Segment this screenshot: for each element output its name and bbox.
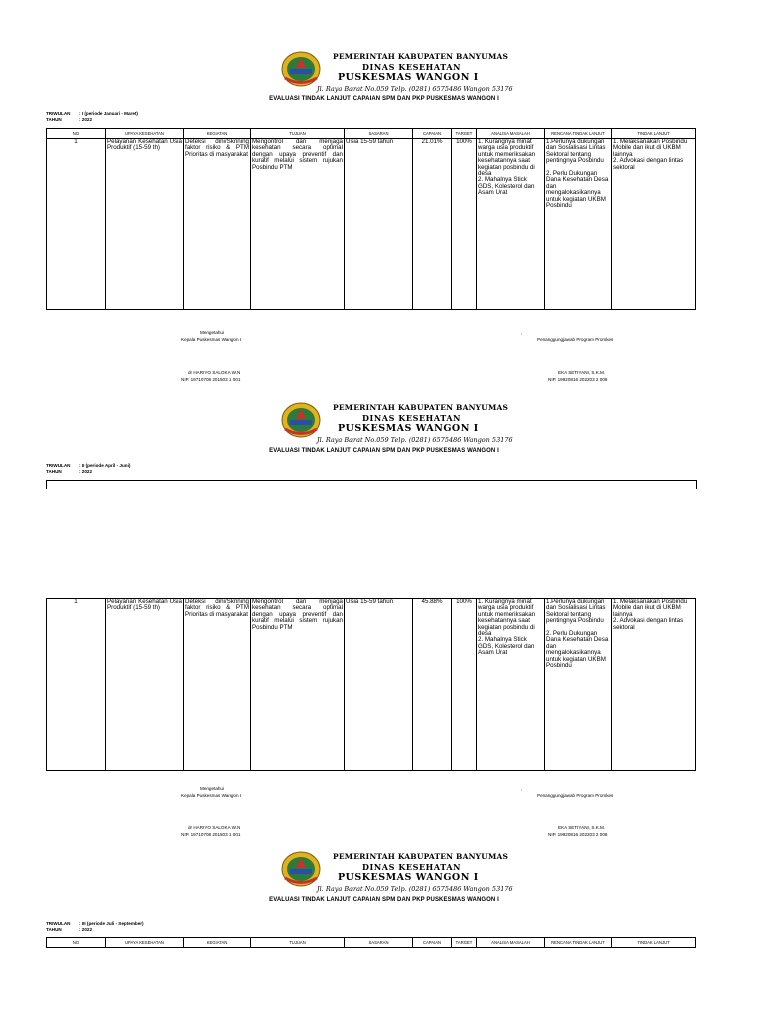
kop-puskesmas: PUSKESMAS WANGON I [338, 872, 479, 883]
cell-capaian: 45.88% [413, 599, 452, 771]
cell-tujuan: Mengontrol dan menjaga kesehatan secara optimal dengan upaya preventif dan kuratif melalui sistem rujukan Posbindu PTM [251, 139, 345, 310]
sig-left-role-2: Kepala Puskesmas Wangon I [181, 793, 242, 798]
table-row [47, 599, 696, 771]
sig-right-role-1: Penanggungjawab Program Promkes [537, 337, 614, 342]
meta-triwulan-label: TRIWULAN [46, 111, 71, 116]
report-table-3 [46, 937, 696, 948]
cell-upaya: Pelayanan Kesehatan Usia Produktif (15-59 th) [106, 599, 184, 771]
letterhead-3 [0, 850, 768, 896]
sig-left-role-1: Kepala Puskesmas Wangon I [181, 337, 242, 342]
sig-right-role-2: Penanggungjawab Program Promkes [537, 793, 614, 798]
kop-department: DINAS KESEHATAN [362, 862, 462, 872]
meta-tahun-label: TAHUN [46, 117, 62, 122]
cell-kegiatan: Deteksi dini/Skrining faktor risiko & PTM Prioritas di masyarakat [184, 599, 251, 771]
cell-tujuan: Mengontrol dan menjaga kesehatan secara optimal dengan upaya preventif dan kuratif melalui sistem rujukan Posbindu PTM [251, 599, 345, 771]
kop-address: Jl. Raya Barat No.059 Telp. (0281) 6575486 Wangon 53176 [317, 436, 513, 444]
table-header-row [47, 129, 696, 139]
col-target: TARGET [452, 129, 477, 139]
document-title: EVALUASI TINDAK LANJUT CAPAIAN SPM DAN PKP PUSKESMAS WANGON I [269, 897, 499, 903]
cell-target: 100% [452, 599, 477, 771]
cell-tindak: 1. Melaksanakan Posbindu Mobile dan ikut di UKBM lainnya 2. Advokasi dengan lintas sektoral [612, 139, 696, 310]
col-kegiatan: KEGIATAN [184, 938, 251, 948]
banyumas-emblem-icon [281, 851, 321, 887]
cell-analisa: 1. Kurangnya minat warga usia produktif untuk memeriksakan kesehatannya saat kegiatan posbindu di desa 2. Mahalnya Stick GDS, Kolesterol dan Asam Urat [477, 599, 545, 771]
col-rencana: RENCANA TINDAK LANJUT [545, 129, 612, 139]
col-capaian: CAPAIAN [413, 129, 452, 139]
sig-left-name-1: dr HARIYO SALOKA W.N [188, 370, 241, 375]
col-no: NO [47, 938, 106, 948]
sig-comma-1: , [521, 330, 523, 335]
report-table-1 [46, 128, 696, 310]
col-kegiatan: KEGIATAN [184, 129, 251, 139]
sig-left-name-2: dr HARIYO SALOKA W.N [188, 825, 241, 830]
col-tindak: TINDAK LANJUT [612, 938, 696, 948]
col-upaya: UPAYA KESEHATAN [106, 129, 184, 139]
kop-address: Jl. Raya Barat No.059 Telp. (0281) 6575486 Wangon 53176 [317, 885, 513, 893]
cell-rencana: 1.Perlunya dukungan dan Sosialisasi Lintas Sektoral tentang pentingnya Posbindu 2. Perlu Dukungan Dana Kesehatan Desa dan mengalokasikannya untuk kegiatan UKBM Posbindu [545, 599, 612, 771]
sig-left-nip-2: NIP. 19710708 201503 1 001 [181, 832, 241, 837]
cell-sasaran: Usia 15-59 tahun [345, 139, 413, 310]
col-sasaran: SASARAN [345, 938, 413, 948]
cell-analisa: 1. Kurangnya minat warga usia produktif untuk memeriksakan kesehatannya saat kegiatan posbindu di desa 2. Mahalnya Stick GDS, Kolesterol dan Asam Urat [477, 139, 545, 310]
col-tindak: TINDAK LANJUT [612, 129, 696, 139]
meta-block [46, 111, 138, 123]
meta-triwulan-value: : I (periode Januari - Maret) [79, 111, 138, 116]
kop-department: DINAS KESEHATAN [362, 62, 462, 72]
col-capaian: CAPAIAN [413, 938, 452, 948]
report-table-2 [46, 598, 696, 771]
kop-government: PEMERINTAH KABUPATEN BANYUMAS [333, 852, 509, 861]
cell-rencana: 1.Perlunya dukungan dan Sosialisasi Lintas Sektoral tentang pentingnya Posbindu 2. Perlu Dukungan Dana Kesehatan Desa dan mengalokasikannya untuk kegiatan UKBM Posbindu [545, 139, 612, 310]
table-row [47, 139, 696, 310]
cell-sasaran: Usia 15-59 tahun [345, 599, 413, 771]
sig-left-nip-1: NIP. 19710708 201503 1 001 [181, 377, 241, 382]
letterhead-1 [0, 50, 768, 96]
col-tujuan: TUJUAN [251, 938, 345, 948]
col-tujuan: TUJUAN [251, 129, 345, 139]
table-header-row [47, 938, 696, 948]
sig-right-name-1: EKA SETIYANI, S.K.M. [558, 370, 606, 375]
col-upaya: UPAYA KESEHATAN [106, 938, 184, 948]
kop-department: DINAS KESEHATAN [362, 413, 462, 423]
meta-triwulan-value: : III (periode Juli - September) [79, 921, 144, 926]
kop-puskesmas: PUSKESMAS WANGON I [338, 72, 479, 83]
kop-address: Jl. Raya Barat No.059 Telp. (0281) 6575486 Wangon 53176 [317, 85, 513, 93]
col-sasaran: SASARAN [345, 129, 413, 139]
sig-left-1: Mengetahui [200, 330, 225, 335]
meta-block: TRIWULAN : III (periode Juli - September) TAHUN : 2022 [46, 921, 144, 932]
kop-government: PEMERINTAH KABUPATEN BANYUMAS [333, 52, 509, 61]
col-no: NO [47, 129, 106, 139]
sig-right-nip-1: NIP. 19920816 202203 2 008 [548, 377, 608, 382]
cell-capaian: 21.01% [413, 139, 452, 310]
cell-kegiatan: Deteksi dini/Skrining faktor risiko & PTM Prioritas di masyarakat [184, 139, 251, 310]
col-analisa: ANALISA MASALAH [477, 938, 545, 948]
letterhead-2 [0, 401, 768, 447]
cell-tindak: 1. Melaksanakan Posbindu Mobile dan ikut di UKBM lainnya 2. Advokasi dengan lintas sektoral [612, 599, 696, 771]
col-target: TARGET [452, 938, 477, 948]
sig-right-name-2: EKA SETIYANI, S.K.M. [558, 825, 606, 830]
kop-puskesmas: PUSKESMAS WANGON I [338, 423, 479, 434]
meta-triwulan-value: : II (periode April - Juni) [79, 463, 131, 468]
table-header-band-top [46, 480, 697, 489]
cell-target: 100% [452, 139, 477, 310]
cell-no: 1 [47, 139, 106, 310]
sig-comma-2: , [521, 786, 523, 791]
col-analisa: ANALISA MASALAH [477, 129, 545, 139]
col-rencana: RENCANA TINDAK LANJUT [545, 938, 612, 948]
banyumas-emblem-icon [281, 402, 321, 438]
document-title: EVALUASI TINDAK LANJUT CAPAIAN SPM DAN PKP PUSKESMAS WANGON I [269, 448, 499, 454]
banyumas-emblem-icon [281, 51, 321, 87]
meta-tahun-value: : 2022 [79, 117, 93, 122]
cell-no: 1 [47, 599, 106, 771]
kop-government: PEMERINTAH KABUPATEN BANYUMAS [333, 403, 509, 412]
document-title: EVALUASI TINDAK LANJUT CAPAIAN SPM DAN PKP PUSKESMAS WANGON I [269, 96, 499, 102]
meta-block: TRIWULAN : II (periode April - Juni) TAHUN : 2022 [46, 463, 131, 474]
cell-upaya: Pelayanan Kesehatan Usia Produktif (15-59 th) [106, 139, 184, 310]
sig-left-2: Mengetahui [200, 786, 225, 791]
sig-right-nip-2: NIP. 19920816 202203 2 008 [548, 832, 608, 837]
